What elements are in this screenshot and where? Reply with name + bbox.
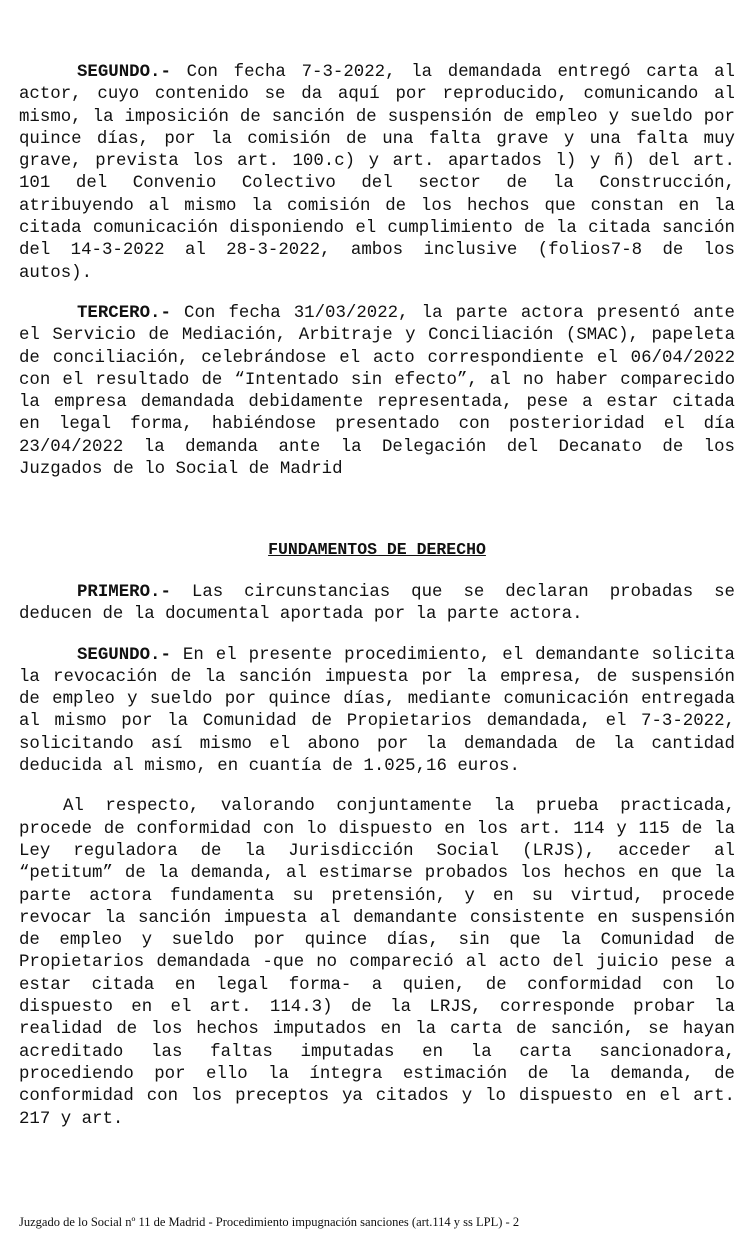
paragraph-al-respecto: Al respecto, valorando conjuntamente la prueba practicada, procede de conformidad con lo dispuesto en los art. 114 y 115 de la Ley reguladora de la Jurisdicción Social (LRJS), acceder al “petitum” de la demanda, al estimarse probados los hechos en que la parte actora fundamenta su pretensión, y en su virtud, procede revocar la sanción impuesta al demandante consistente en suspensión de empleo y sueldo por quince días, sin que la Comunidad de Propietarios demandada -que no compareció al acto del juicio pese a estar citada en legal forma- a quien, de conformidad con lo dispuesto en el art. 114.3) de la LRJS, corresponde probar la realidad de los hechos imputados en la carta de sanción, se hayan acreditado las faltas imputadas en la carta sancionadora, procediendo por ello la íntegra estimación de la demanda, de conformidad con los preceptos ya citados y lo dispuesto en el art. 217 y art.: [19, 797, 735, 1129]
paragraph-text: Con fecha 7-3-2022, la demandada entregó carta al actor, cuyo contenido se da aquí por reproducido, comunicando al mismo, la imposición de sanción de suspensión de empleo y sueldo por quince días, por la comisión de una falta grave y una falta muy grave, prevista los art. 100.c) y art. apartados l) y ñ) del art. 101 del Convenio Colectivo del sector de la Construcción, atribuyendo al mismo la comisión de los hechos que constan en la citada comunicación disponiendo el cumplimiento de la citada sanción del 14-3-2022 al 28-3-2022, ambos inclusive (folios7-8 de los autos).: [19, 63, 735, 283]
page-footer: Juzgado de lo Social nº 11 de Madrid - Procedimiento impugnación sanciones (art.114 y ss LPL) - 2: [19, 1215, 520, 1229]
paragraph-tercero-hechos: [19, 303, 735, 481]
fundamentos-section: [19, 582, 735, 1131]
paragraph-primero-fundamentos: [19, 582, 735, 627]
paragraph-lead: SEGUNDO.-: [77, 645, 171, 665]
paragraph-text: Las circunstancias que se declaran probadas se deducen de la documental aportada por la parte actora.: [19, 583, 735, 625]
paragraph-text: Con fecha 31/03/2022, la parte actora presentó ante el Servicio de Mediación, Arbitraje y Conciliación (SMAC), papeleta de conciliación, celebrándose el acto correspondiente el 06/04/2022 con el resultado de “Intentado sin efecto”, al no haber comparecido la empresa demandada debidamente representada, pese a estar citada en legal forma, habiéndose presentado con posterioridad el día 23/04/2022 la demanda ante la Delegación del Decanato de los Juzgados de lo Social de Madrid: [19, 303, 735, 480]
paragraph-lead: PRIMERO.-: [77, 583, 171, 602]
paragraph-lead: SEGUNDO.-: [77, 63, 171, 82]
document-page: [19, 62, 735, 1129]
paragraph-segundo-fundamentos: [19, 645, 735, 779]
paragraph-text: En el presente procedimiento, el demandante solicita la revocación de la sanción impuesta por la empresa, de suspensión de empleo y sueldo por quince días, mediante comunicación entregada al mismo por la Comunidad de Propietarios demandada, el 7-3-2022, solicitando así mismo el abono por la demandada de la cantidad deducida al mismo, en cuantía de 1.025,16 euros.: [19, 645, 735, 777]
section-heading: FUNDAMENTOS DE DERECHO: [268, 540, 486, 559]
paragraph-lead: TERCERO.-: [77, 303, 171, 323]
paragraph-segundo-hechos: [19, 62, 735, 285]
